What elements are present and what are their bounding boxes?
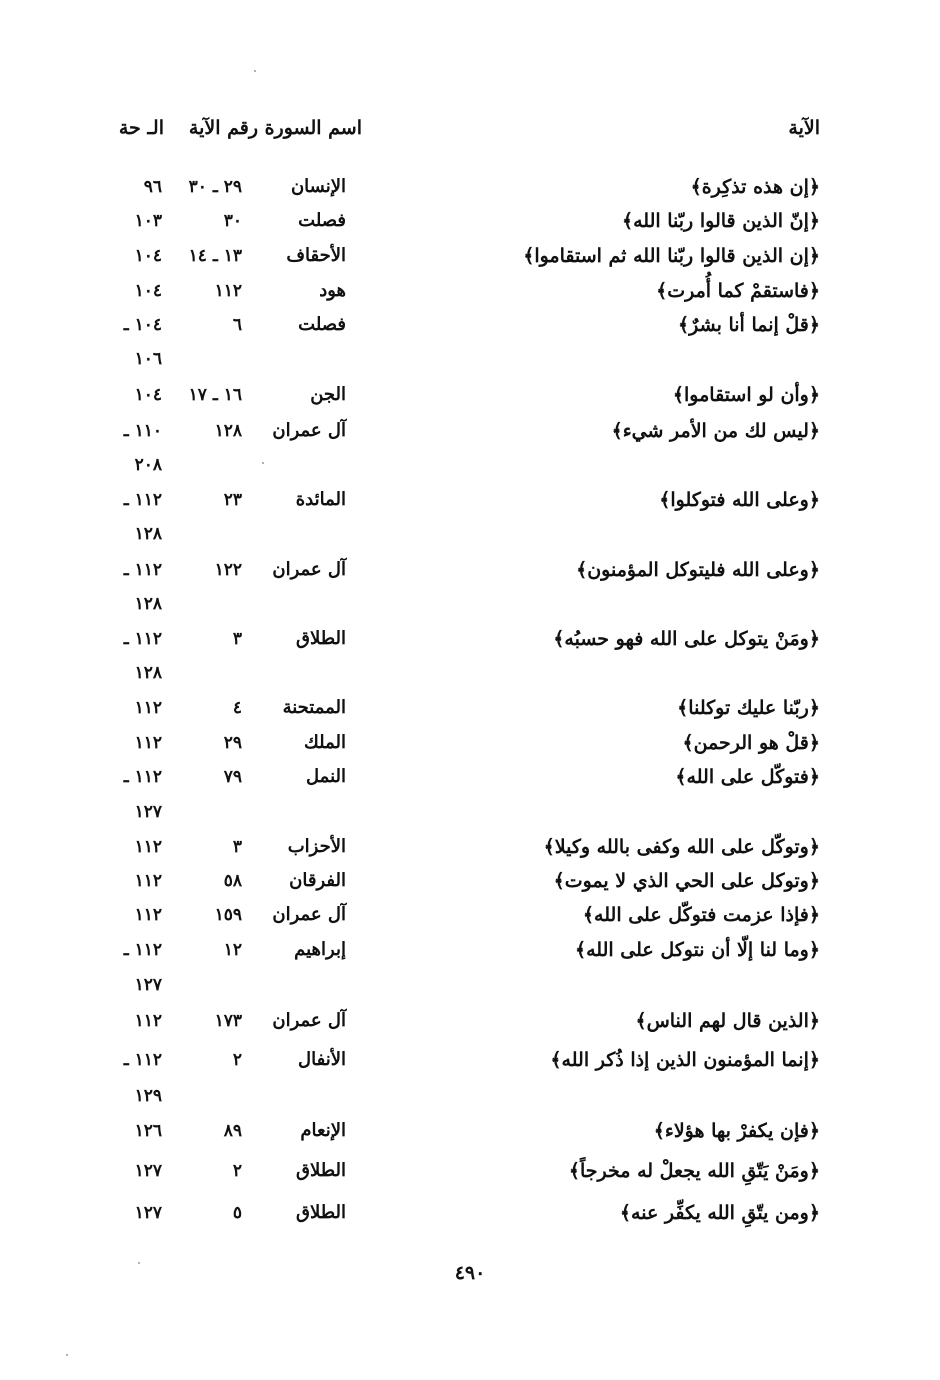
page-ref: ١١٢ [134,871,162,891]
header-verse: الآية [788,117,820,139]
surah-name: الإنسان [290,176,346,197]
table-row [0,1004,940,1038]
table-row [0,170,940,204]
table-row [0,656,940,690]
table-row [0,517,940,551]
table-row [0,239,940,273]
surah-name [250,587,346,621]
page-ref: ١٠٦ [134,349,162,369]
table-row [0,308,940,342]
surah-name [250,656,346,690]
page-ref: ١١٢ ـ [123,1050,162,1070]
verse-text: ﴿فتوكّل على الله﴾ [675,766,820,788]
page-ref: ١١٢ [134,1011,162,1031]
surah-name: الأحقاف [286,245,346,266]
page-ref: ١٠٤ [134,281,162,301]
page-ref: ١٢٦ [134,1121,162,1141]
verse-text: ﴿إنّ الذين قالوا ربّنا الله﴾ [621,210,820,232]
ayah-number: ٨٩ [223,1121,242,1141]
scan-speck [66,1354,68,1356]
verse-text: ﴿إن هذه تذكِرة﴾ [690,176,820,198]
page-ref: ١٢٧ [134,1161,162,1181]
verse-text: ﴿فإن يكفرْ بها هؤلاء﴾ [653,1120,820,1142]
page-ref: ١١٢ ـ [123,490,162,510]
ayah-number [160,795,242,829]
surah-name [250,448,346,482]
verse-text: ﴿ومَنْ يَتّقِ الله يجعلْ له مخرجاً﴾ [568,1160,820,1182]
table-row [0,448,940,482]
table-row [0,726,940,760]
page-ref: ٢٠٨ [134,455,162,475]
table-row [0,1043,940,1077]
surah-name: الطلاق [296,1160,346,1181]
page-ref: ١١٢ [134,837,162,857]
table-row [0,378,940,412]
surah-name: آل عمران [272,420,346,441]
verse-text: ﴿وما لنا إلّا أن نتوكل على الله﴾ [574,939,820,961]
table-row [0,760,940,794]
header-surah-name: اسم السورة [264,117,362,139]
table-row [0,898,940,932]
surah-name: الطلاق [296,1202,346,1223]
surah-name: آل عمران [272,1010,346,1031]
surah-name: فصلت [298,210,346,231]
table-row [0,274,940,308]
page-ref: ١٢٧ [134,975,162,995]
ayah-number: ٣ [232,629,242,649]
verse-text [400,517,820,551]
page-ref: ١٠٤ [134,246,162,266]
table-row [0,864,940,898]
page-ref: ١١٢ [134,698,162,718]
verse-text [400,448,820,482]
ayah-number [160,448,242,482]
surah-name [250,968,346,1002]
ayah-number: ٣٠ [223,211,242,231]
ayah-number: ٢٩ ـ ٣٠ [188,177,242,197]
table-row [0,691,940,725]
verse-text: ﴿إنما المؤمنون الذين إذا ذُكر الله﴾ [550,1049,820,1071]
table-row [0,1114,940,1148]
table-row [0,587,940,621]
ayah-number: ١٧٣ [214,1011,242,1031]
surah-name: آل عمران [272,904,346,925]
surah-name: الفرقان [289,870,346,891]
ayah-number [160,342,242,376]
page-number: ٤٩٠ [454,1262,486,1284]
page-ref: ١١٢ [134,905,162,925]
ayah-number: ٢ [232,1050,242,1070]
page-ref: ١١٠ ـ [123,421,162,441]
verse-text: ﴿فاستقمْ كما أُمرت﴾ [656,280,820,302]
verse-text: ﴿ربّنا عليك توكلنا﴾ [677,697,820,719]
table-row [0,342,940,376]
surah-name: الطلاق [296,628,346,649]
page-ref: ١٠٤ [134,385,162,405]
ayah-number: ٧٩ [223,767,242,787]
verse-text: ﴿ليس لك من الأمر شيء﴾ [611,420,820,442]
scan-speck [138,1262,140,1264]
page-ref: ١١٢ ـ [123,940,162,960]
page-ref: ١١٢ ـ [123,767,162,787]
surah-name: الأحزاب [287,836,346,857]
surah-name: آل عمران [272,559,346,580]
surah-name: هود [319,280,346,301]
ayah-number: ٥ [232,1203,242,1223]
surah-name [250,795,346,829]
page-ref: ٩٦ [143,177,162,197]
table-row [0,933,940,967]
table-row [0,1154,940,1188]
ayah-number: ٢٣ [223,490,242,510]
surah-name: إبراهيم [294,939,346,960]
verse-text [400,342,820,376]
page-ref: ١٢٨ [134,663,162,683]
surah-name [250,342,346,376]
verse-text: ﴿وعلى الله فتوكلوا﴾ [659,489,820,511]
page-ref: ١٢٧ [134,1203,162,1223]
page-ref: ١١٢ ـ [123,629,162,649]
verse-text [400,1079,820,1113]
page-ref: ١٢٧ [134,802,162,822]
ayah-number: ١٢٨ [214,421,242,441]
ayah-number: ٣ [232,837,242,857]
verse-text [400,587,820,621]
ayah-number: ١٢ [223,940,242,960]
table-row [0,622,940,656]
header-page: الـ حة [118,117,164,139]
surah-name: الإنعام [300,1120,346,1141]
ayah-number [160,968,242,1002]
ayah-number: ٢ [232,1161,242,1181]
surah-name: الأنفال [298,1049,346,1070]
table-row [0,1196,940,1230]
verse-text: ﴿ومَنْ يتوكل على الله فهو حسبُه﴾ [553,628,820,650]
table-row [0,483,940,517]
table-row [0,968,940,1002]
ayah-number [160,587,242,621]
verse-text: ﴿وتوكّل على الله وكفى بالله وكيلا﴾ [543,836,820,858]
surah-name [250,1079,346,1113]
ayah-number [160,1079,242,1113]
table-row [0,204,940,238]
verse-text: ﴿إن الذين قالوا ربّنا الله ثم استقاموا﴾ [523,245,820,267]
surah-name [250,517,346,551]
surah-name: الجن [310,384,346,405]
ayah-number [160,517,242,551]
ayah-number: ١٢٢ [214,560,242,580]
verse-text: ﴿ومن يتّقِ الله يكفِّر عنه﴾ [619,1202,820,1224]
ayah-number [160,656,242,690]
verse-text [400,795,820,829]
scan-speck [262,462,264,464]
page-ref: ١١٢ [134,733,162,753]
table-row [0,830,940,864]
surah-name: المائدة [295,489,346,510]
ayah-number: ١١٢ [214,281,242,301]
table-header [0,111,940,145]
ayah-number: ٢٩ [223,733,242,753]
verse-text: ﴿وتوكل على الحي الذي لا يموت﴾ [553,870,820,892]
ayah-number: ١٦ ـ ١٧ [188,385,242,405]
page-ref: ١٢٨ [134,594,162,614]
ayah-number: ٦ [232,315,242,335]
verse-text: ﴿وعلى الله فليتوكل المؤمنون﴾ [576,559,820,581]
ayah-number: ٤ [232,698,242,718]
ayah-number: ١٣ ـ ١٤ [188,246,242,266]
table-row [0,553,940,587]
verse-text: ﴿قلْ هو الرحمن﴾ [682,732,820,754]
page-ref: ١١٢ ـ [123,560,162,580]
header-ayah-number: رقم الآية [188,117,258,139]
verse-text [400,968,820,1002]
ayah-number: ١٥٩ [214,905,242,925]
table-row [0,414,940,448]
surah-name: النمل [306,766,346,787]
table-row [0,795,940,829]
verse-text: ﴿فإذا عزمت فتوكّل على الله﴾ [582,904,820,926]
verse-text: ﴿وأن لو استقاموا﴾ [672,384,820,406]
page-ref: ١٢٨ [134,524,162,544]
surah-name: الممتحنة [282,697,346,718]
page-ref: ١٢٩ [134,1086,162,1106]
table-row [0,1079,940,1113]
scan-speck [254,70,256,72]
verse-text: ﴿قلْ إنما أنا بشرٌ﴾ [678,314,820,336]
page-ref: ١٠٣ [134,211,162,231]
verse-text [400,656,820,690]
surah-name: الملك [303,732,346,753]
ayah-number: ٥٨ [223,871,242,891]
surah-name: فصلت [298,314,346,335]
verse-text: ﴿الذين قال لهم الناس﴾ [635,1010,820,1032]
page-ref: ١٠٤ ـ [123,315,162,335]
